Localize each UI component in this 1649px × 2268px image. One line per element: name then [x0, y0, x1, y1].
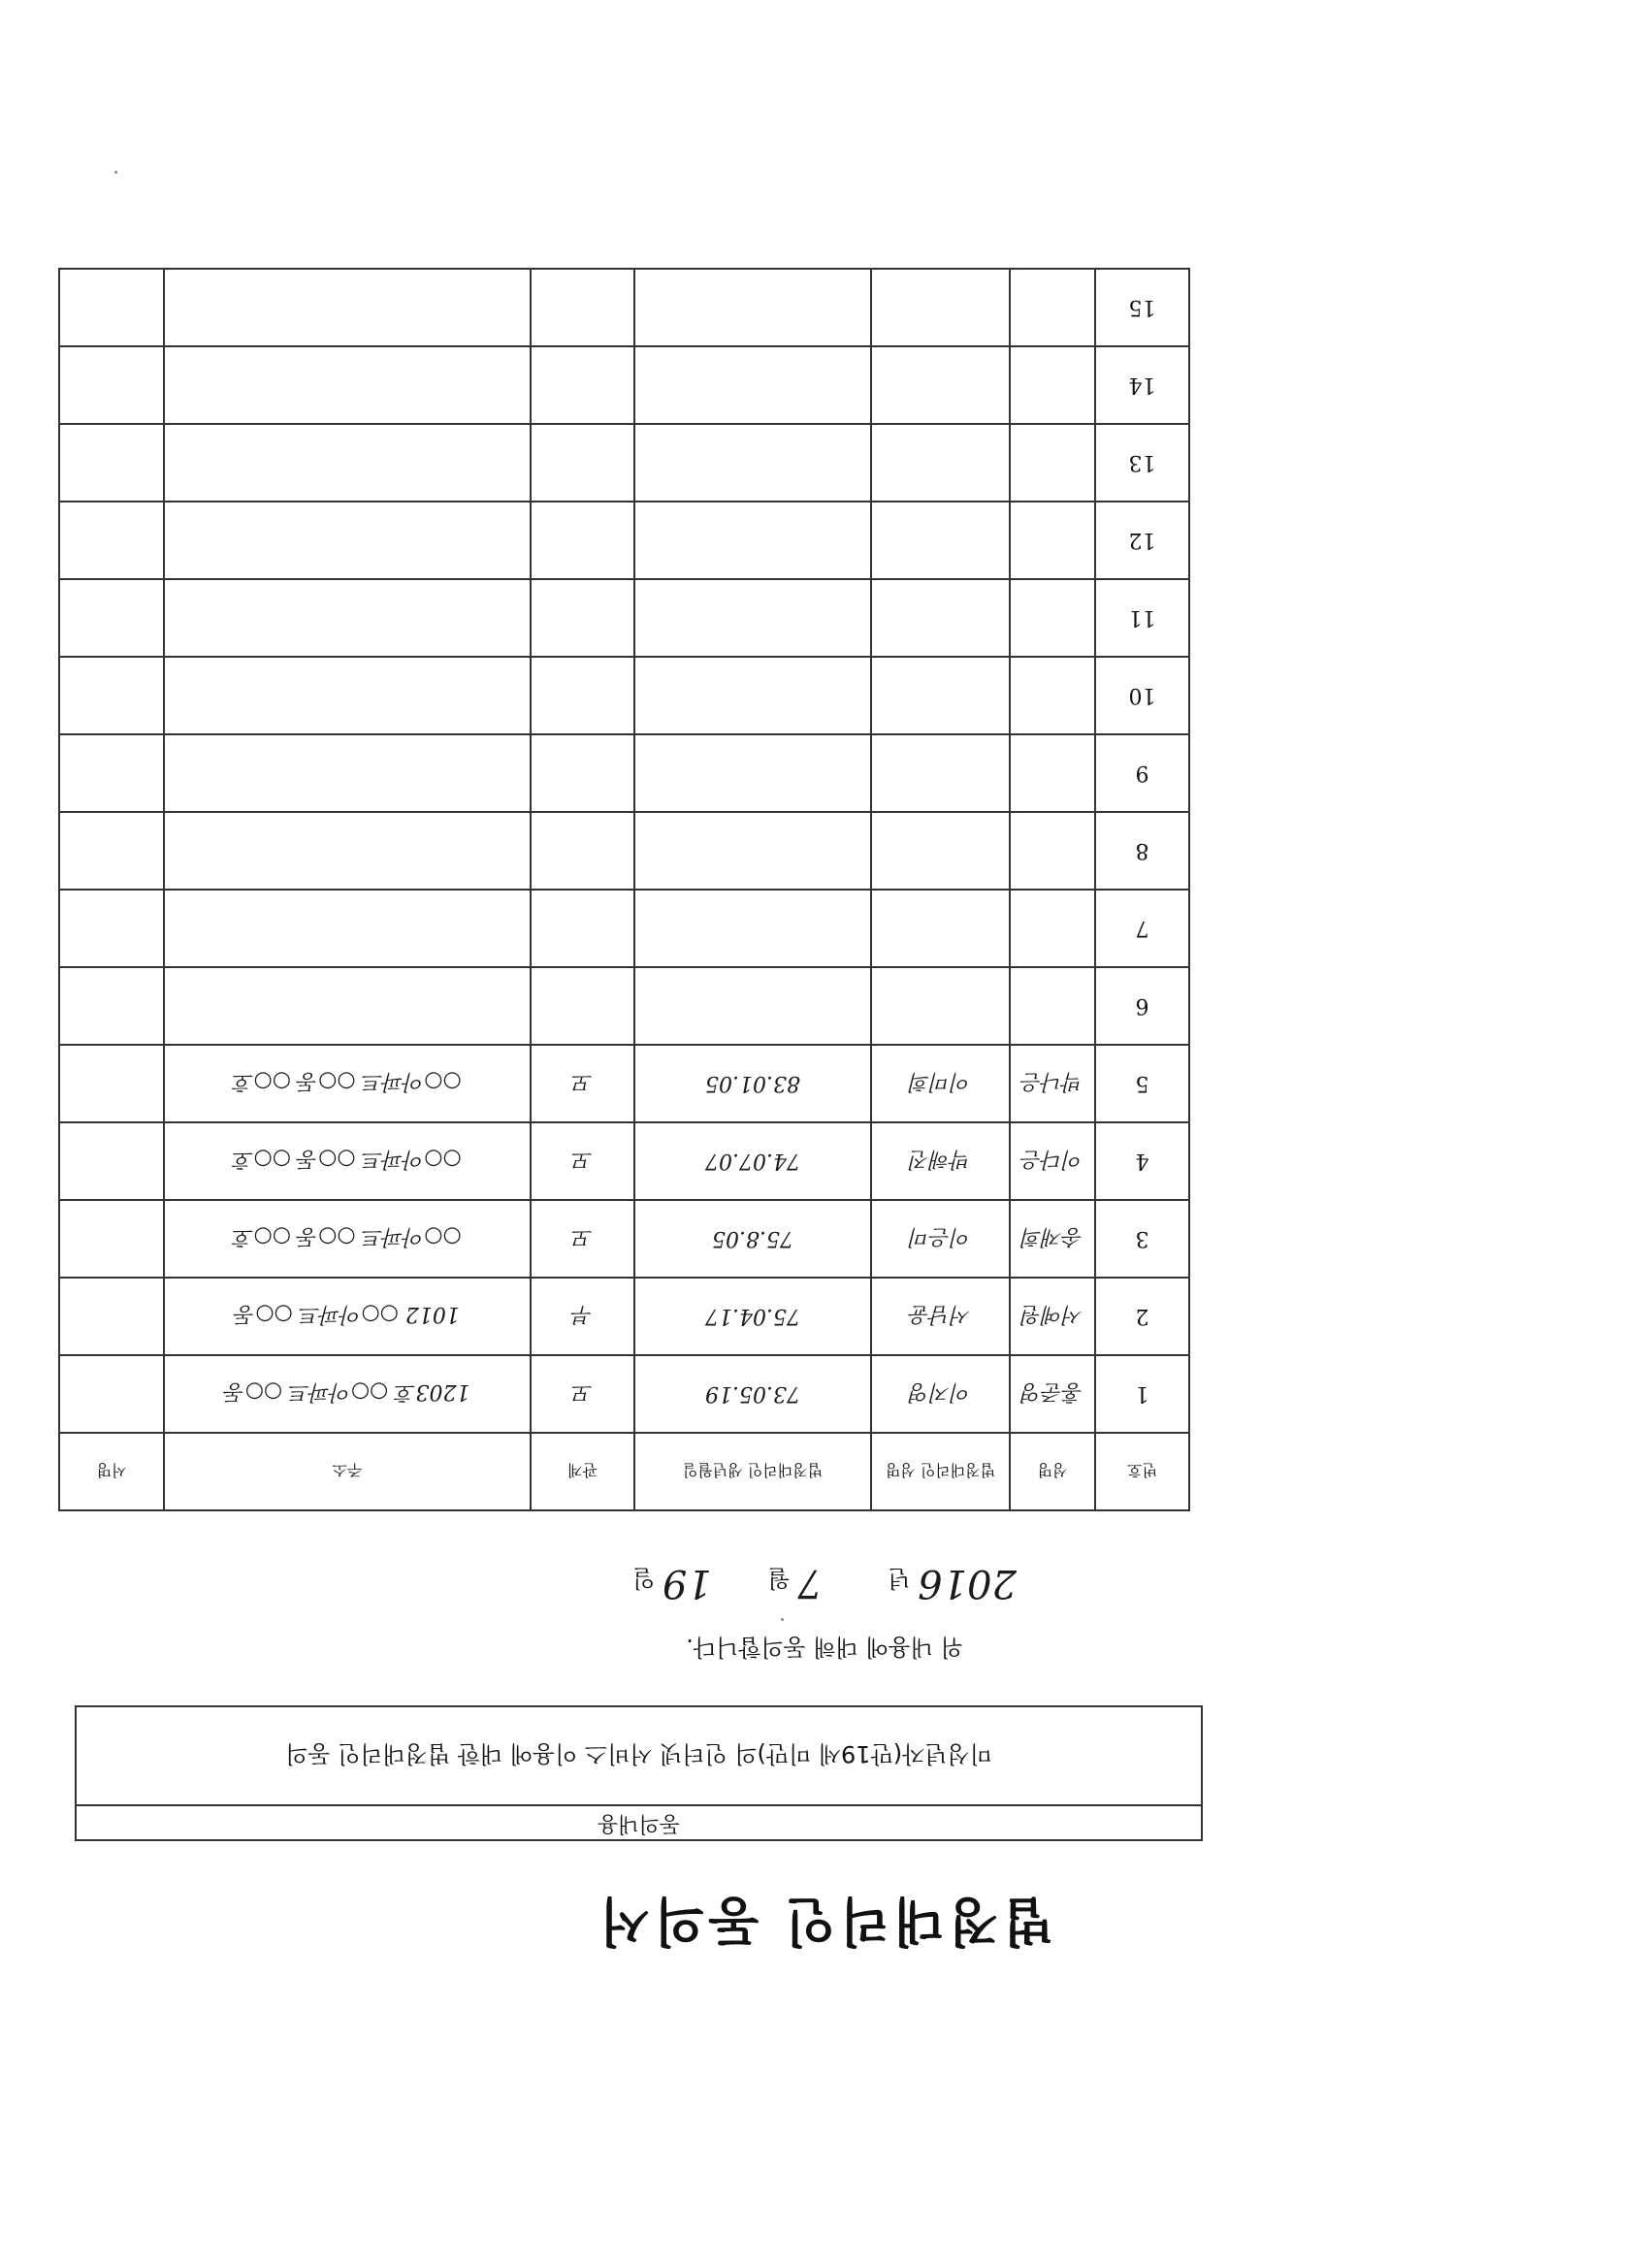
- table-row: [59, 812, 1189, 890]
- col-header-number: 번호: [1095, 1433, 1189, 1510]
- cell-guardian-birth: 73.05.19: [634, 1355, 871, 1433]
- cell-guardian-name: [871, 269, 1010, 346]
- cell-signature: [59, 1122, 164, 1200]
- cell-guardian-name: 이미희: [871, 1045, 1010, 1122]
- cell-guardian-birth: 74.07.07: [634, 1122, 871, 1200]
- cell-guardian-birth: [634, 502, 871, 579]
- cell-relation: [531, 812, 634, 890]
- cell-signature: [59, 967, 164, 1045]
- col-header-guardian-name: 법정대리인 성명: [871, 1433, 1010, 1510]
- cell-number: 1: [1095, 1355, 1189, 1433]
- signing-date: [0, 1561, 1649, 1605]
- cell-number: 14: [1095, 346, 1189, 424]
- cell-relation: [531, 967, 634, 1045]
- cell-signature: [59, 657, 164, 734]
- date-month: 7: [797, 1561, 823, 1605]
- cell-guardian-name: 박해진: [871, 1122, 1010, 1200]
- cell-address: [164, 579, 531, 657]
- cell-name: [1010, 579, 1095, 657]
- cell-number: 15: [1095, 269, 1189, 346]
- date-day-unit: 일: [632, 1565, 656, 1592]
- cell-name: 송재희: [1010, 1200, 1095, 1278]
- cell-guardian-birth: 75.8.05: [634, 1200, 871, 1278]
- cell-guardian-name: [871, 502, 1010, 579]
- table-row: [59, 890, 1189, 967]
- cell-number: 13: [1095, 424, 1189, 502]
- date-year-unit: 년: [888, 1565, 911, 1592]
- cell-guardian-birth: [634, 812, 871, 890]
- table-row: [59, 269, 1189, 346]
- cell-relation: [531, 502, 634, 579]
- cell-address: [164, 424, 531, 502]
- cell-name: [1010, 346, 1095, 424]
- cell-guardian-name: [871, 967, 1010, 1045]
- cell-name: 서예원: [1010, 1278, 1095, 1355]
- col-header-address: 주소: [164, 1433, 531, 1510]
- col-header-name: 성명: [1010, 1433, 1095, 1510]
- date-year: 2016: [918, 1561, 1017, 1605]
- table-row: [59, 1355, 1189, 1433]
- cell-guardian-name: [871, 346, 1010, 424]
- cell-guardian-name: 이지영: [871, 1355, 1010, 1433]
- cell-signature: [59, 346, 164, 424]
- cell-address: ○○아파트 ○○동 ○○호: [164, 1200, 531, 1278]
- col-header-guardian-birth: 법정대리인 생년월일: [634, 1433, 871, 1510]
- cell-name: 이다은: [1010, 1122, 1095, 1200]
- date-month-unit: 월: [767, 1565, 791, 1592]
- table-row: [59, 346, 1189, 424]
- cell-name: 홍준영: [1010, 1355, 1095, 1433]
- cell-signature: [59, 269, 164, 346]
- cell-guardian-birth: [634, 346, 871, 424]
- table-row: [59, 1200, 1189, 1278]
- cell-guardian-birth: 75.04.17: [634, 1278, 871, 1355]
- cell-guardian-birth: [634, 734, 871, 812]
- cell-guardian-birth: [634, 579, 871, 657]
- col-header-relation: 관계: [531, 1433, 634, 1510]
- cell-relation: 모: [531, 1355, 634, 1433]
- cell-guardian-name: [871, 812, 1010, 890]
- signature-table: [58, 268, 1190, 1511]
- cell-guardian-birth: [634, 967, 871, 1045]
- cell-guardian-name: [871, 734, 1010, 812]
- cell-guardian-name: [871, 424, 1010, 502]
- cell-guardian-name: [871, 890, 1010, 967]
- cell-relation: 부: [531, 1278, 634, 1355]
- cell-relation: [531, 269, 634, 346]
- cell-name: [1010, 657, 1095, 734]
- cell-number: 12: [1095, 502, 1189, 579]
- table-row: [59, 424, 1189, 502]
- cell-relation: [531, 734, 634, 812]
- cell-signature: [59, 424, 164, 502]
- table-row: [59, 657, 1189, 734]
- cell-name: [1010, 812, 1095, 890]
- cell-relation: 모: [531, 1122, 634, 1200]
- cell-relation: [531, 346, 634, 424]
- cell-guardian-birth: [634, 269, 871, 346]
- cell-address: [164, 734, 531, 812]
- cell-relation: [531, 579, 634, 657]
- table-row: [59, 1045, 1189, 1122]
- cell-address: 1203호 ○○아파트 ○○동: [164, 1355, 531, 1433]
- cell-relation: [531, 657, 634, 734]
- table-row: [59, 734, 1189, 812]
- cell-signature: [59, 1278, 164, 1355]
- cell-guardian-name: 이은미: [871, 1200, 1010, 1278]
- cell-number: 8: [1095, 812, 1189, 890]
- table-row: [59, 1122, 1189, 1200]
- cell-signature: [59, 1200, 164, 1278]
- cell-address: [164, 812, 531, 890]
- cell-relation: [531, 890, 634, 967]
- table-row: [59, 1278, 1189, 1355]
- table-row: [59, 502, 1189, 579]
- cell-address: [164, 890, 531, 967]
- cell-relation: 모: [531, 1200, 634, 1278]
- date-day: 19: [662, 1561, 712, 1605]
- cell-name: 박나은: [1010, 1045, 1095, 1122]
- cell-name: [1010, 967, 1095, 1045]
- consent-text: 미성년자(만19세 미만)의 인터넷 서비스 이용에 대한 법정대리인 동의: [285, 1740, 992, 1767]
- cell-guardian-birth: [634, 657, 871, 734]
- cell-name: [1010, 424, 1095, 502]
- cell-guardian-name: [871, 579, 1010, 657]
- cell-signature: [59, 579, 164, 657]
- cell-address: [164, 346, 531, 424]
- cell-number: 7: [1095, 890, 1189, 967]
- table-header-row: [59, 1433, 1189, 1510]
- table-row: [59, 967, 1189, 1045]
- cell-address: [164, 269, 531, 346]
- cell-guardian-birth: [634, 424, 871, 502]
- cell-number: 9: [1095, 734, 1189, 812]
- consent-header: 동의내용: [77, 1804, 1201, 1839]
- cell-name: [1010, 734, 1095, 812]
- cell-address: [164, 502, 531, 579]
- cell-signature: [59, 812, 164, 890]
- cell-name: [1010, 890, 1095, 967]
- agree-sentence: 위 내용에 대해 동의합니다.: [686, 1634, 963, 1661]
- cell-guardian-name: 서남윤: [871, 1278, 1010, 1355]
- cell-name: [1010, 502, 1095, 579]
- cell-guardian-name: [871, 657, 1010, 734]
- cell-signature: [59, 734, 164, 812]
- cell-address: 1012 ○○아파트 ○○동: [164, 1278, 531, 1355]
- cell-number: 3: [1095, 1200, 1189, 1278]
- cell-address: ○○아파트 ○○동 ○○호: [164, 1122, 531, 1200]
- consent-box: [75, 1705, 1203, 1841]
- cell-relation: 모: [531, 1045, 634, 1122]
- col-header-signature: 서명: [59, 1433, 164, 1510]
- table-row: [59, 579, 1189, 657]
- cell-signature: [59, 890, 164, 967]
- cell-number: 2: [1095, 1278, 1189, 1355]
- cell-guardian-birth: [634, 890, 871, 967]
- cell-signature: [59, 502, 164, 579]
- cell-relation: [531, 424, 634, 502]
- cell-number: 4: [1095, 1122, 1189, 1200]
- cell-address: [164, 967, 531, 1045]
- cell-number: 10: [1095, 657, 1189, 734]
- cell-signature: [59, 1045, 164, 1122]
- form-title: 법정대리인 동의서: [595, 1891, 1054, 1952]
- cell-number: 6: [1095, 967, 1189, 1045]
- cell-number: 5: [1095, 1045, 1189, 1122]
- cell-name: [1010, 269, 1095, 346]
- cell-address: [164, 657, 531, 734]
- cell-signature: [59, 1355, 164, 1433]
- cell-number: 11: [1095, 579, 1189, 657]
- cell-guardian-birth: 83.01.05: [634, 1045, 871, 1122]
- cell-address: ○○아파트 ○○동 ○○호: [164, 1045, 531, 1122]
